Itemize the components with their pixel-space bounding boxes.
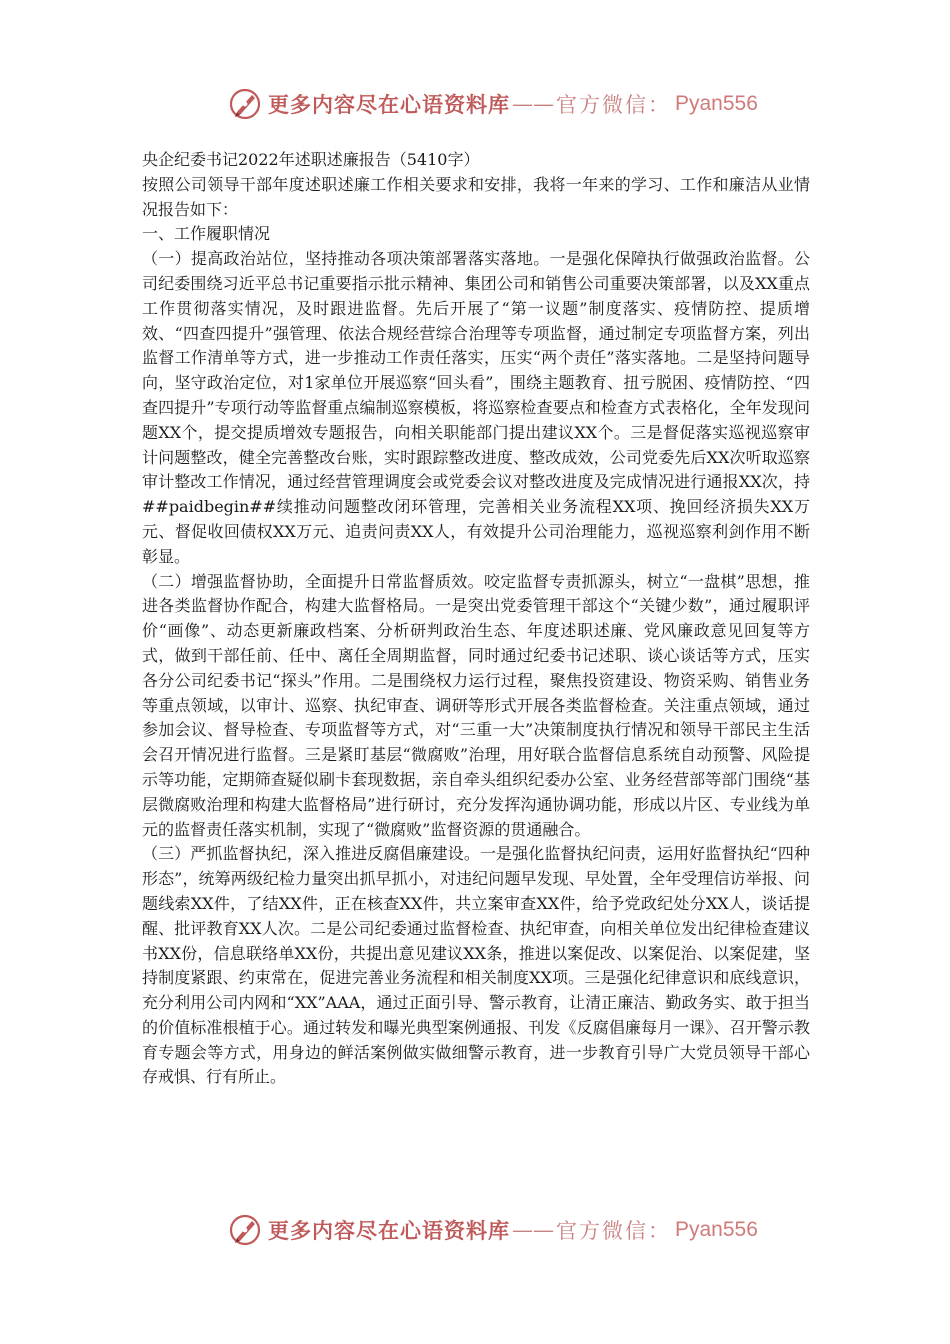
paragraph-1: （一）提高政治站位，坚持推动各项决策部署落实落地。一是强化保障执行做强政治监督。公司纪委围绕习近平总书记重要指示批示精神、集团公司和销售公司重要决策部署，以及XX重点工作贯彻落实情况，及时跟进监督。先后开展了“第一议题”制度落实、疫情防控、提质增效、“四查四提升”强管理、依法合规经营综合治理等专项监督，通过制定专项监督方案，列出监督工作清单等方式，进一步推动工作责任落实，压实“两个责任”落实落地。二是坚持问题导向，坚守政治定位，对1家单位开展巡察“回头看”，围绕主题教育、扭亏脱困、疫情防控、“四查四提升”专项行动等监督重点编制巡察模板，将巡察检查要点和检查方式表格化，全年发现问题XX个，提交提质增效专题报告，向相关职能部门提出建议XX个。三是督促落实巡视巡察审计问题整改，健全完善整改台账，实时跟踪整改进度、整改成效，公司党委先后XX次听取巡察审计整改工作情况，通过经营管理调度会或党委会议对整改进度及完成情况进行通报XX次，持##paidbegin##续推动问题整改闭环管理，完善相关业务流程XX项、挽回经济损失XX万元、督促收回债权XX万元、追责问责XX人，有效提升公司治理能力，巡视巡察利剑作用不断彰显。 [142,249,810,566]
banner-text: 更多内容尽在心语资料库 [268,1218,510,1243]
intro-paragraph: 按照公司领导干部年度述职述廉工作相关要求和安排，我将一年来的学习、工作和廉洁从业情况报告如下： [142,174,810,219]
banner-separator: —— [512,92,554,116]
banner-wechat-id: Pyan556 [675,92,758,115]
document-title: 央企纪委书记2022年述职述廉报告（5410字） [142,150,480,169]
pen-logo-icon [228,1213,262,1247]
banner-separator: —— [512,1218,554,1242]
paragraph-2: （二）增强监督协助，全面提升日常监督质效。咬定监督专责抓源头，树立“一盘棋”思想，推进各类监督协作配合，构建大监督格局。一是突出党委管理干部这个“关键少数”，通过履职评价“画像”、动态更新廉政档案、分析研判政治生态、年度述职述廉、党风廉政意见回复等方式，做到干部任前、任中、离任全周期监督，同时通过纪委书记述职、谈心谈话等方式，压实各分公司纪委书记“探头”作用。二是围绕权力运行过程，聚焦投资建设、物资采购、销售业务等重点领域，以审计、巡察、执纪审查、调研等形式开展各类监督检查。关注重点领域，通过参加会议、督导检查、专项监督等方式，对“三重一大”决策制度执行情况和领导干部民主生活会召开情况进行监督。三是紧盯基层“微腐败”治理，用好联合监督信息系统自动预警、风险提示等功能，定期筛查疑似刷卡套现数据，亲自牵头组织纪委办公室、业务经营部等部门围绕“基层微腐败治理和构建大监督格局”进行研讨，充分发挥沟通协调功能，形成以片区、专业线为单元的监督责任落实机制，实现了“微腐败”监督资源的贯通融合。 [142,571,810,839]
document-body [142,148,810,1090]
banner-wechat-label: 官方微信： [556,93,671,117]
pen-logo-icon [228,87,262,121]
header-banner [228,84,758,124]
section-heading: 一、工作履职情况 [142,224,271,244]
banner-text: 更多内容尽在心语资料库 [268,92,510,117]
banner-wechat-id: Pyan556 [675,1218,758,1241]
paragraph-3: （三）严抓监督执纪，深入推进反腐倡廉建设。一是强化监督执纪问责，运用好监督执纪“四种形态”，统筹两级纪检力量突出抓早抓小，对违纪问题早发现、早处置，全年受理信访举报、问题线索XX件，了结XX件，正在核查XX件，共立案审查XX件，给予党政纪处分XX人，谈话提醒、批评教育XX人次。二是公司纪委通过监督检查、执纪审查，向相关单位发出纪律检查建议书XX份，信息联络单XX份，共提出意见建议XX条，推进以案促改、以案促治、以案促建，坚持制度紧跟、约束常在，促进完善业务流程和相关制度XX项。三是强化纪律意识和底线意识，充分利用公司内网和“XX”AAA，通过正面引导、警示教育，让清正廉洁、勤政务实、敢于担当的价值标准根植于心。通过转发和曝光典型案例通报、刊发《反腐倡廉每月一课》、召开警示教育专题会等方式，用身边的鲜活案例做实做细警示教育，进一步教育引导广大党员领导干部心存戒惧、行有所止。 [142,844,810,1087]
banner-wechat-label: 官方微信： [556,1219,671,1243]
footer-banner [228,1210,758,1250]
